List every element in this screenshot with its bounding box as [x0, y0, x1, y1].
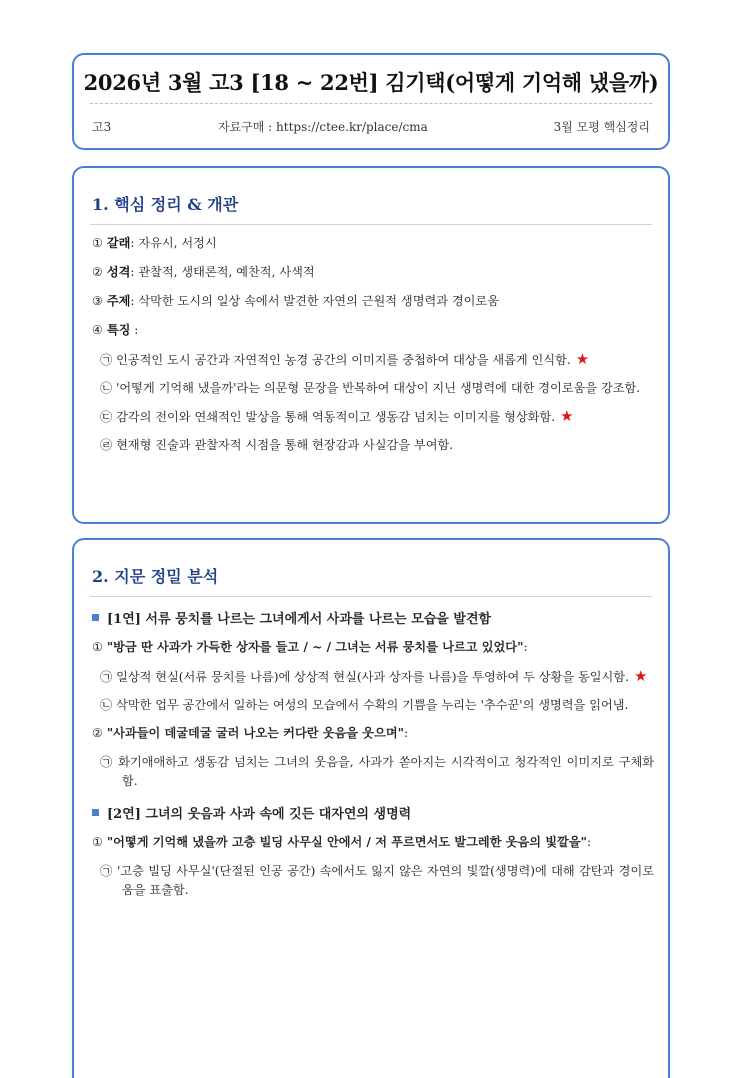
analysis-item: ㉠ '고층 빌딩 사무실'(단절된 인공 공간) 속에서도 잃지 않은 자연의 빛깔(생명력)에 대해 감탄과 경이로움을 표출함.: [100, 864, 654, 897]
analysis-item: ㉡ 삭막한 업무 공간에서 일하는 여성의 모습에서 수확의 기쁨을 누리는 '추수꾼'의 생명력을 읽어냄.: [100, 698, 629, 712]
header-box: [72, 53, 670, 150]
header-divider: [90, 103, 652, 104]
summary-list: [92, 234, 654, 464]
grade-label: 고3: [92, 120, 112, 134]
analysis-item: ㉠ 일상적 현실(서류 뭉치를 나름)에 상상적 현실(사과 상자를 나름)을 투영하여 두 상황을 동일시함. ★: [100, 667, 648, 685]
section-divider: [90, 596, 652, 597]
feature-item: ㉡ '어떻게 기억해 냈을까'라는 의문형 문장을 반복하여 대상이 지닌 생명력에 대한 경이로움을 강조함.: [100, 381, 641, 395]
feature-item: ㉠ 인공적인 도시 공간과 자연적인 농경 공간의 이미지를 중첩하여 대상을 새롭게 인식함. ★: [100, 350, 590, 368]
exam-tag: 3월 모평 핵심정리: [553, 120, 650, 134]
quote-line: ① "어떻게 기억해 냈을까 고층 빌딩 사무실 안에서 / 저 푸르면서도 발그레한 웃음의 빛깔을":: [92, 835, 592, 849]
section-title: 2. 지문 정밀 분석: [92, 567, 219, 586]
analysis-section: [72, 538, 670, 1078]
genre-line: ① 갈래: 자유시, 서정시: [92, 236, 217, 250]
square-bullet-icon: [92, 809, 99, 816]
document-title: 2026년 3월 고3 [18 ~ 22번] 김기택(어떻게 기억해 냈을까): [83, 70, 659, 95]
quote-line: ① "방금 딴 사과가 가득한 상자를 들고 / ~ / 그녀는 서류 뭉치를 나르고 있었다":: [92, 640, 528, 654]
star-icon: ★: [633, 667, 648, 685]
stanza-heading: [1연] 서류 뭉치를 나르는 그녀에게서 사과를 나르는 모습을 발견함: [92, 610, 654, 629]
section-divider: [90, 224, 652, 225]
summary-section: [72, 166, 670, 524]
tone-line: ② 성격: 관찰적, 생태론적, 예찬적, 사색적: [92, 265, 315, 279]
stanza-heading: [2연] 그녀의 웃음과 사과 속에 깃든 대자연의 생명력: [92, 805, 654, 824]
features-line: ④ 특징 :: [92, 323, 139, 337]
star-icon: ★: [560, 407, 574, 425]
feature-item: ㉢ 감각의 전이와 연쇄적인 발상을 통해 역동적이고 생동감 넘치는 이미지를 형상화함. ★: [100, 407, 574, 425]
analysis-item: ㉠ 화기애애하고 생동감 넘치는 그녀의 웃음을, 사과가 쏟아지는 시각적이고 청각적인 이미지로 구체화함.: [100, 755, 655, 788]
quote-line: ② "사과들이 데굴데굴 굴러 나오는 커다란 웃음을 웃으며":: [92, 726, 409, 740]
feature-item: ㉣ 현재형 진술과 관찰자적 시점을 통해 현장감과 사실감을 부여함.: [100, 438, 454, 452]
analysis-list: [92, 610, 654, 909]
section-title: 1. 핵심 정리 & 개관: [92, 195, 239, 214]
theme-line: ③ 주제: 삭막한 도시의 일상 속에서 발견한 자연의 근원적 생명력과 경이로움: [92, 294, 499, 308]
purchase-link[interactable]: 자료구매 : https://ctee.kr/place/cma: [218, 120, 428, 134]
square-bullet-icon: [92, 614, 99, 621]
star-icon: ★: [575, 350, 590, 368]
